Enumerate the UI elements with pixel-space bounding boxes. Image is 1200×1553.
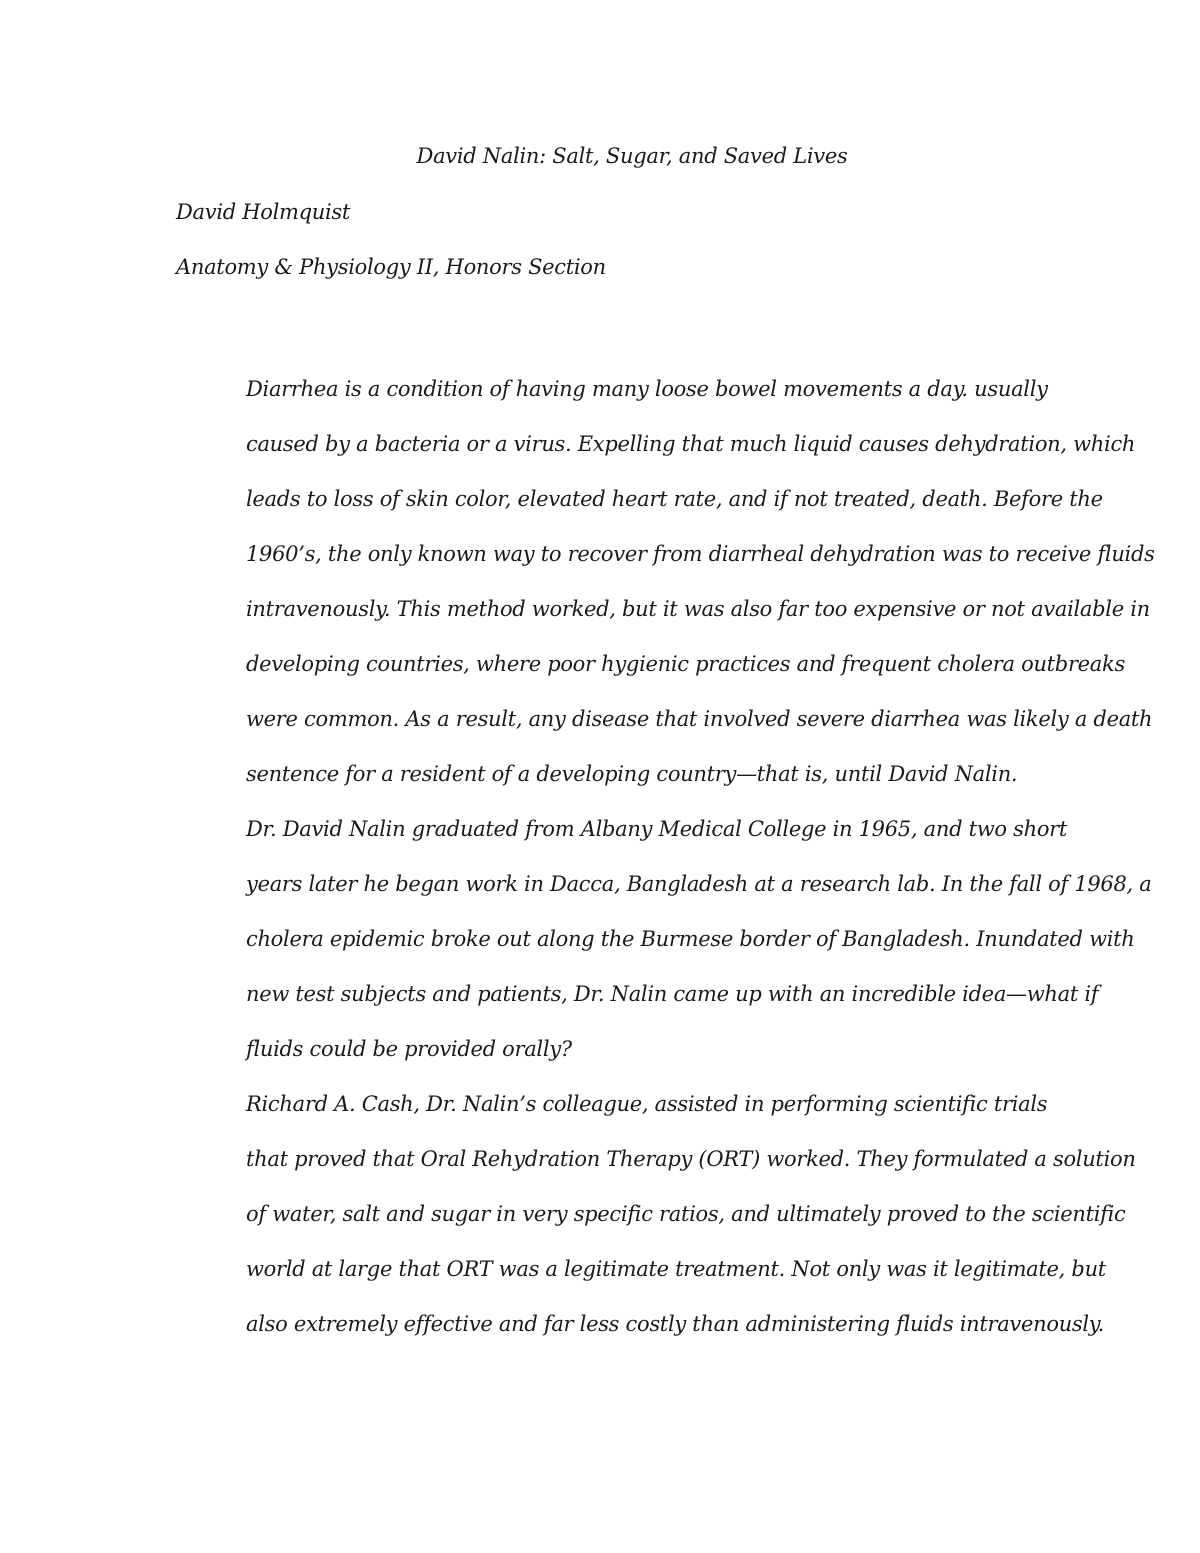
paragraph-line: caused by a bacteria or a virus. Expelling that much liquid causes dehydration, which: [246, 432, 1136, 456]
body-paragraph: [176, 802, 1152, 1077]
paragraph-line: leads to loss of skin color, elevated heart rate, and if not treated, death. Before the: [246, 487, 1103, 511]
body-paragraph: [176, 362, 1155, 802]
paragraph-line: of water, salt and sugar in very specific ratios, and ultimately proved to the scientific: [246, 1202, 1126, 1226]
body-paragraph: [176, 1077, 1136, 1352]
paragraph-line: 1960’s, the only known way to recover from diarrheal dehydration was to receive fluids: [246, 542, 1155, 566]
paragraph-line: Dr. David Nalin graduated from Albany Medical College in 1965, and two short: [246, 817, 1068, 841]
course-name: Anatomy & Physiology II, Honors Section: [176, 255, 606, 279]
paragraph-line: that proved that Oral Rehydration Therapy (ORT) worked. They formulated a solution: [246, 1147, 1136, 1171]
paragraph-line: world at large that ORT was a legitimate treatment. Not only was it legitimate, but: [246, 1257, 1106, 1281]
paragraph-line: also extremely effective and far less costly than administering fluids intravenously.: [246, 1312, 1104, 1336]
author-name: David Holmquist: [176, 200, 351, 224]
paragraph-line: Diarrhea is a condition of having many loose bowel movements a day. usually: [246, 377, 1048, 401]
paragraph-line: years later he began work in Dacca, Bangladesh at a research lab. In the fall of 1968, a: [246, 872, 1152, 896]
paragraph-line: new test subjects and patients, Dr. Nalin came up with an incredible idea—what if: [246, 982, 1099, 1006]
document-body: [176, 362, 1155, 1352]
paragraph-line: fluids could be provided orally?: [246, 1037, 572, 1061]
paragraph-line: were common. As a result, any disease that involved severe diarrhea was likely a death: [246, 707, 1153, 731]
document-title: David Nalin: Salt, Sugar, and Saved Lives: [416, 144, 848, 168]
paragraph-line: cholera epidemic broke out along the Burmese border of Bangladesh. Inundated with: [246, 927, 1135, 951]
paragraph-line: sentence for a resident of a developing country—that is, until David Nalin.: [246, 762, 1018, 786]
paragraph-line: Richard A. Cash, Dr. Nalin’s colleague, assisted in performing scientific trials: [246, 1092, 1048, 1116]
paragraph-line: intravenously. This method worked, but it was also far too expensive or not available in: [246, 597, 1150, 621]
paragraph-line: developing countries, where poor hygienic practices and frequent cholera outbreaks: [246, 652, 1125, 676]
